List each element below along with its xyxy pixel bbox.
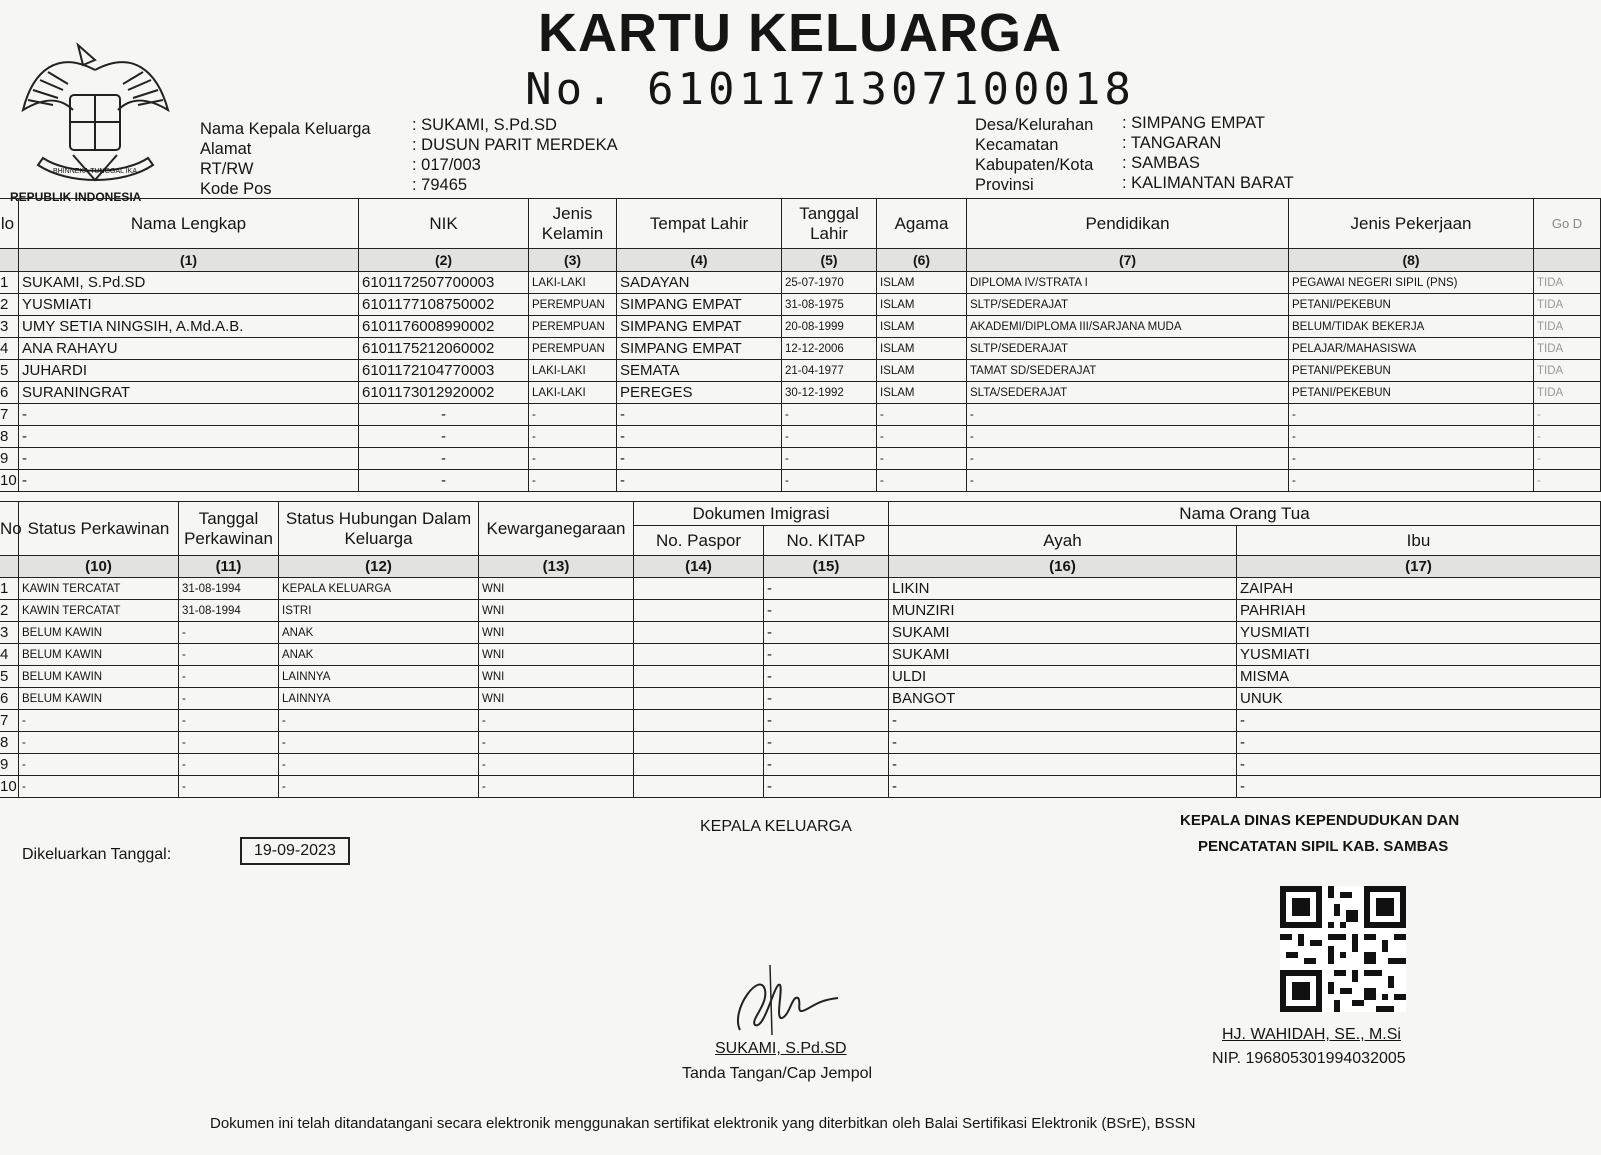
- table1-cell: DIPLOMA IV/STRATA I: [967, 272, 1289, 294]
- table2-cell: BANGOT: [889, 688, 1237, 710]
- table2-cell: -: [279, 754, 479, 776]
- emblem-motto: BHINNEKA TUNGGAL IKA: [52, 168, 138, 175]
- table1-cell: 6101175212060002: [359, 338, 529, 360]
- dinas-line2: PENCATATAN SIPIL KAB. SAMBAS: [1198, 838, 1449, 855]
- table1-cell: 6101172507700003: [359, 272, 529, 294]
- table1-colnum: (7): [967, 249, 1289, 272]
- table2-cell: 3: [0, 622, 19, 644]
- table1-cell: -: [19, 448, 359, 470]
- table1-colnum: [0, 249, 19, 272]
- table2-cell: SUKAMI: [889, 644, 1237, 666]
- header-right-values: [1122, 113, 1294, 193]
- table2-cell: BELUM KAWIN: [19, 688, 179, 710]
- table2-cell: -: [179, 644, 279, 666]
- family-members-table: [0, 198, 1601, 492]
- table1-cell: PEREMPUAN: [529, 316, 617, 338]
- table2-colnum: (10): [19, 556, 179, 578]
- table1-cell: -: [529, 426, 617, 448]
- table2-cell: -: [479, 776, 634, 798]
- table-row: [0, 448, 1601, 470]
- table-row: [0, 688, 1601, 710]
- table-row: [0, 644, 1601, 666]
- table1-cell: -: [359, 426, 529, 448]
- table2-colnum: (11): [179, 556, 279, 578]
- table2-cell: KAWIN TERCATAT: [19, 578, 179, 600]
- table1-cell: 31-08-1975: [782, 294, 877, 316]
- table2-cell: [634, 666, 764, 688]
- issued-date: 19-09-2023: [240, 837, 350, 865]
- table1-colnum: (4): [617, 249, 782, 272]
- table2-cell: [634, 710, 764, 732]
- table1-cell: -: [877, 448, 967, 470]
- table1-cell: PEGAWAI NEGERI SIPIL (PNS): [1289, 272, 1534, 294]
- table1-cell: 3: [0, 316, 19, 338]
- th-golongan-darah: Go D: [1534, 199, 1601, 249]
- table2-cell: -: [179, 710, 279, 732]
- table2-cell: ANAK: [279, 644, 479, 666]
- table2-cell: -: [889, 710, 1237, 732]
- th-tanggal-lahir: Tanggal Lahir: [782, 199, 877, 249]
- table-row: [0, 382, 1601, 404]
- header-right-labels: [975, 115, 1093, 195]
- table-row: [0, 294, 1601, 316]
- table1-cell: 2: [0, 294, 19, 316]
- table1-column-numbers: [0, 249, 1601, 272]
- table2-cell: SUKAMI: [889, 622, 1237, 644]
- table1-cell: SEMATA: [617, 360, 782, 382]
- table1-cell: 21-04-1977: [782, 360, 877, 382]
- table-row: [0, 776, 1601, 798]
- table2-cell: [634, 732, 764, 754]
- table2-cell: BELUM KAWIN: [19, 644, 179, 666]
- table2-cell: -: [764, 622, 889, 644]
- table2-cell: [634, 600, 764, 622]
- label-kecamatan: Kecamatan: [975, 136, 1059, 154]
- table2-cell: -: [479, 754, 634, 776]
- th-tanggal-perkawinan: Tanggal Perkawinan: [179, 502, 279, 556]
- table1-colnum: [1534, 249, 1601, 272]
- th-nama-lengkap: Nama Lengkap: [19, 199, 359, 249]
- table1-cell: -: [1289, 404, 1534, 426]
- table-row: [0, 754, 1601, 776]
- table1-cell: -: [19, 426, 359, 448]
- table2-colnum: (14): [634, 556, 764, 578]
- table2-cell: 7: [0, 710, 19, 732]
- th-dokumen-imigrasi: Dokumen Imigrasi: [634, 502, 889, 526]
- table2-cell: -: [764, 644, 889, 666]
- table1-cell: SLTP/SEDERAJAT: [967, 338, 1289, 360]
- table2-cell: KEPALA KELUARGA: [279, 578, 479, 600]
- table2-colnum: (17): [1237, 556, 1601, 578]
- signature-caption: Tanda Tangan/Cap Jempol: [682, 1065, 873, 1082]
- table2-cell: -: [764, 688, 889, 710]
- table1-cell: ISLAM: [877, 338, 967, 360]
- table2-cell: -: [1237, 732, 1601, 754]
- table1-cell: 6101176008990002: [359, 316, 529, 338]
- table2-cell: -: [19, 710, 179, 732]
- table-row: [0, 666, 1601, 688]
- table2-cell: WNI: [479, 688, 634, 710]
- table2-cell: -: [889, 754, 1237, 776]
- table2-cell: WNI: [479, 666, 634, 688]
- table2-cell: -: [179, 622, 279, 644]
- table2-cell: -: [179, 666, 279, 688]
- table1-cell: 10: [0, 470, 19, 492]
- table2-cell: -: [764, 754, 889, 776]
- table-row: [0, 272, 1601, 294]
- table1-cell: -: [529, 404, 617, 426]
- table1-cell: -: [1289, 426, 1534, 448]
- table2-cell: MUNZIRI: [889, 600, 1237, 622]
- table1-cell: BELUM/TIDAK BEKERJA: [1289, 316, 1534, 338]
- table1-cell: -: [1289, 448, 1534, 470]
- table2-cell: 31-08-1994: [179, 600, 279, 622]
- table1-cell: 5: [0, 360, 19, 382]
- table2-cell: 9: [0, 754, 19, 776]
- table1-cell: 1: [0, 272, 19, 294]
- table2-cell: KAWIN TERCATAT: [19, 600, 179, 622]
- table1-cell: ISLAM: [877, 360, 967, 382]
- table2-cell: PAHRIAH: [1237, 600, 1601, 622]
- label-kodepos: Kode Pos: [200, 180, 272, 198]
- table2-colnum: [0, 556, 19, 578]
- table1-cell: ISLAM: [877, 272, 967, 294]
- table2-cell: 4: [0, 644, 19, 666]
- table1-cell: -: [877, 470, 967, 492]
- th-nama-orang-tua: Nama Orang Tua: [889, 502, 1601, 526]
- table1-colnum: (8): [1289, 249, 1534, 272]
- table1-cell: 7: [0, 404, 19, 426]
- table1-cell: 8: [0, 426, 19, 448]
- table1-cell: 12-12-2006: [782, 338, 877, 360]
- value-kecamatan: : TANGARAN: [1122, 134, 1222, 152]
- table1-cell: -: [359, 470, 529, 492]
- table1-cell: -: [19, 470, 359, 492]
- table1-cell: TIDA: [1534, 360, 1601, 382]
- table1-cell: TIDA: [1534, 382, 1601, 404]
- header-left-values: [412, 115, 618, 195]
- table-row: [0, 600, 1601, 622]
- table1-cell: -: [877, 426, 967, 448]
- table1-cell: -: [967, 470, 1289, 492]
- value-rtrw: : 017/003: [412, 156, 481, 174]
- table1-cell: PETANI/PEKEBUN: [1289, 360, 1534, 382]
- table-row: [0, 316, 1601, 338]
- th-no-2: No: [0, 502, 19, 556]
- table2-cell: ULDI: [889, 666, 1237, 688]
- table2-cell: MISMA: [1237, 666, 1601, 688]
- table2-cell: [634, 754, 764, 776]
- table1-cell: 6101172104770003: [359, 360, 529, 382]
- bsre-note: Dokumen ini telah ditandatangani secara elektronik menggunakan sertifikat elektronik yang diterbitkan oleh Balai Sertifikasi Elektronik (BSrE), BSSN: [210, 1115, 1196, 1132]
- table1-cell: -: [782, 404, 877, 426]
- table1-cell: ISLAM: [877, 316, 967, 338]
- table2-cell: -: [764, 710, 889, 732]
- table1-cell: -: [782, 470, 877, 492]
- th-agama: Agama: [877, 199, 967, 249]
- table2-cell: -: [279, 776, 479, 798]
- label-rtrw: RT/RW: [200, 160, 254, 178]
- table1-cell: TIDA: [1534, 272, 1601, 294]
- table2-cell: WNI: [479, 622, 634, 644]
- dinas-line1: KEPALA DINAS KEPENDUDUKAN DAN: [1180, 812, 1460, 829]
- table2-cell: [634, 644, 764, 666]
- label-nama-kepala: Nama Kepala Keluarga: [200, 120, 371, 138]
- table2-cell: -: [764, 578, 889, 600]
- table1-cell: TIDA: [1534, 294, 1601, 316]
- republik-label: REPUBLIK INDONESIA: [10, 190, 142, 204]
- table2-cell: 1: [0, 578, 19, 600]
- qr-code-icon: [1280, 886, 1406, 1012]
- th-jenis-pekerjaan: Jenis Pekerjaan: [1289, 199, 1534, 249]
- table2-cell: 5: [0, 666, 19, 688]
- table2-cell: 10: [0, 776, 19, 798]
- table-row: [0, 360, 1601, 382]
- th-no-kitap: No. KITAP: [764, 526, 889, 556]
- table1-colnum: (1): [19, 249, 359, 272]
- th-tempat-lahir: Tempat Lahir: [617, 199, 782, 249]
- value-kabupaten: : SAMBAS: [1122, 154, 1200, 172]
- table1-cell: SURANINGRAT: [19, 382, 359, 404]
- table-row: [0, 338, 1601, 360]
- table2-cell: [634, 776, 764, 798]
- table2-cell: -: [764, 776, 889, 798]
- table2-cell: LIKIN: [889, 578, 1237, 600]
- value-desa: : SIMPANG EMPAT: [1122, 114, 1266, 132]
- th-no: lo: [0, 199, 19, 249]
- table1-cell: -: [529, 448, 617, 470]
- table1-cell: ISLAM: [877, 382, 967, 404]
- th-status-hubungan: Status Hubungan Dalam Keluarga: [279, 502, 479, 556]
- table2-cell: -: [1237, 710, 1601, 732]
- table1-cell: -: [617, 404, 782, 426]
- table1-cell: -: [782, 448, 877, 470]
- table-row: [0, 622, 1601, 644]
- header-left-labels: [200, 119, 371, 199]
- table2-cell: -: [479, 732, 634, 754]
- table1-cell: -: [967, 404, 1289, 426]
- table1-colnum: (6): [877, 249, 967, 272]
- table2-column-numbers: [0, 556, 1601, 578]
- table2-cell: YUSMIATI: [1237, 622, 1601, 644]
- table1-cell: 20-08-1999: [782, 316, 877, 338]
- issued-label: Dikeluarkan Tanggal:: [22, 846, 172, 863]
- table2-cell: -: [764, 666, 889, 688]
- table2-cell: BELUM KAWIN: [19, 622, 179, 644]
- table1-colnum: (2): [359, 249, 529, 272]
- table-row: [0, 710, 1601, 732]
- document-number: No. 6101171307100018: [525, 64, 1135, 115]
- table2-cell: 6: [0, 688, 19, 710]
- table1-cell: -: [617, 426, 782, 448]
- table2-cell: 2: [0, 600, 19, 622]
- table1-cell: PEREMPUAN: [529, 338, 617, 360]
- table2-cell: -: [179, 776, 279, 798]
- value-alamat: : DUSUN PARIT MERDEKA: [412, 136, 618, 154]
- table-row: [0, 404, 1601, 426]
- table1-cell: -: [1534, 448, 1601, 470]
- table2-cell: [634, 688, 764, 710]
- table2-cell: -: [19, 732, 179, 754]
- table2-cell: -: [764, 600, 889, 622]
- table2-cell: [634, 578, 764, 600]
- table2-colnum: (13): [479, 556, 634, 578]
- table1-cell: -: [782, 426, 877, 448]
- table1-cell: SLTP/SEDERAJAT: [967, 294, 1289, 316]
- table2-cell: YUSMIATI: [1237, 644, 1601, 666]
- table1-cell: -: [529, 470, 617, 492]
- table2-cell: ISTRI: [279, 600, 479, 622]
- table2-cell: -: [1237, 754, 1601, 776]
- kepala-keluarga-title: KEPALA KELUARGA: [700, 818, 852, 835]
- table1-cell: -: [359, 404, 529, 426]
- table1-cell: -: [359, 448, 529, 470]
- table1-cell: -: [1534, 426, 1601, 448]
- table1-cell: -: [1289, 470, 1534, 492]
- table2-cell: -: [1237, 776, 1601, 798]
- table2-cell: WNI: [479, 578, 634, 600]
- table2-cell: 31-08-1994: [179, 578, 279, 600]
- table1-cell: -: [877, 404, 967, 426]
- table2-cell: -: [19, 754, 179, 776]
- table1-cell: 30-12-1992: [782, 382, 877, 404]
- table2-colnum: (12): [279, 556, 479, 578]
- table1-cell: 6101173012920002: [359, 382, 529, 404]
- table-row: [0, 426, 1601, 448]
- table1-cell: TAMAT SD/SEDERAJAT: [967, 360, 1289, 382]
- th-nik: NIK: [359, 199, 529, 249]
- table1-cell: SIMPANG EMPAT: [617, 316, 782, 338]
- table1-cell: SUKAMI, S.Pd.SD: [19, 272, 359, 294]
- table1-cell: LAKI-LAKI: [529, 360, 617, 382]
- table1-cell: ANA RAHAYU: [19, 338, 359, 360]
- table1-cell: JUHARDI: [19, 360, 359, 382]
- table1-cell: 6: [0, 382, 19, 404]
- official-name: HJ. WAHIDAH, SE., M.Si: [1222, 1026, 1401, 1043]
- table-row: [0, 732, 1601, 754]
- table2-cell: [634, 622, 764, 644]
- th-no-paspor: No. Paspor: [634, 526, 764, 556]
- table2-cell: -: [279, 710, 479, 732]
- table2-cell: -: [279, 732, 479, 754]
- table1-cell: -: [617, 448, 782, 470]
- table2-cell: -: [19, 776, 179, 798]
- table1-cell: YUSMIATI: [19, 294, 359, 316]
- table1-cell: UMY SETIA NINGSIH, A.Md.A.B.: [19, 316, 359, 338]
- table1-colnum: (5): [782, 249, 877, 272]
- table2-cell: ANAK: [279, 622, 479, 644]
- table1-cell: -: [967, 448, 1289, 470]
- value-nama-kepala: : SUKAMI, S.Pd.SD: [412, 116, 557, 134]
- th-ayah: Ayah: [889, 526, 1237, 556]
- th-status-perkawinan: Status Perkawinan: [19, 502, 179, 556]
- official-nip: NIP. 196805301994032005: [1212, 1050, 1406, 1067]
- value-kodepos: : 79465: [412, 176, 468, 194]
- table1-cell: PELAJAR/MAHASISWA: [1289, 338, 1534, 360]
- table2-cell: -: [764, 732, 889, 754]
- table2-cell: -: [889, 732, 1237, 754]
- table2-colnum: (16): [889, 556, 1237, 578]
- table1-cell: AKADEMI/DIPLOMA III/SARJANA MUDA: [967, 316, 1289, 338]
- table1-cell: -: [1534, 470, 1601, 492]
- table2-cell: -: [889, 776, 1237, 798]
- table2-cell: -: [179, 688, 279, 710]
- table1-cell: PEREGES: [617, 382, 782, 404]
- table1-cell: -: [1534, 404, 1601, 426]
- family-status-table: [0, 501, 1601, 798]
- table1-cell: TIDA: [1534, 338, 1601, 360]
- table-row: [0, 470, 1601, 492]
- table1-cell: PEREMPUAN: [529, 294, 617, 316]
- th-jenis-kelamin: Jenis Kelamin: [529, 199, 617, 249]
- table2-cell: ZAIPAH: [1237, 578, 1601, 600]
- table2-colnum: (15): [764, 556, 889, 578]
- table1-cell: SIMPANG EMPAT: [617, 338, 782, 360]
- table1-cell: PETANI/PEKEBUN: [1289, 294, 1534, 316]
- th-pendidikan: Pendidikan: [967, 199, 1289, 249]
- table2-cell: UNUK: [1237, 688, 1601, 710]
- table2-cell: WNI: [479, 644, 634, 666]
- table2-cell: LAINNYA: [279, 688, 479, 710]
- table2-cell: 8: [0, 732, 19, 754]
- table1-cell: PETANI/PEKEBUN: [1289, 382, 1534, 404]
- table1-cell: SLTA/SEDERAJAT: [967, 382, 1289, 404]
- table1-cell: -: [967, 426, 1289, 448]
- label-desa: Desa/Kelurahan: [975, 116, 1094, 134]
- label-alamat: Alamat: [200, 140, 252, 158]
- garuda-emblem-icon: [18, 40, 173, 200]
- value-provinsi: : KALIMANTAN BARAT: [1122, 174, 1294, 192]
- table1-colnum: (3): [529, 249, 617, 272]
- kepala-keluarga-name: SUKAMI, S.Pd.SD: [715, 1040, 847, 1057]
- table2-cell: WNI: [479, 600, 634, 622]
- table1-cell: TIDA: [1534, 316, 1601, 338]
- table2-cell: LAINNYA: [279, 666, 479, 688]
- handwritten-signature-icon: [720, 960, 850, 1040]
- table1-cell: 4: [0, 338, 19, 360]
- table1-cell: -: [617, 470, 782, 492]
- table2-cell: BELUM KAWIN: [19, 666, 179, 688]
- table2-cell: -: [479, 710, 634, 732]
- label-kabupaten: Kabupaten/Kota: [975, 156, 1094, 174]
- table1-cell: ISLAM: [877, 294, 967, 316]
- table1-cell: 6101177108750002: [359, 294, 529, 316]
- document-title: KARTU KELUARGA: [538, 3, 1062, 63]
- table1-cell: -: [19, 404, 359, 426]
- table-row: [0, 578, 1601, 600]
- table2-cell: -: [179, 732, 279, 754]
- th-ibu: Ibu: [1237, 526, 1601, 556]
- table1-cell: LAKI-LAKI: [529, 382, 617, 404]
- table1-cell: LAKI-LAKI: [529, 272, 617, 294]
- table1-cell: SIMPANG EMPAT: [617, 294, 782, 316]
- label-provinsi: Provinsi: [975, 176, 1034, 194]
- th-kewarganegaraan: Kewarganegaraan: [479, 502, 634, 556]
- table1-cell: 9: [0, 448, 19, 470]
- table1-cell: 25-07-1970: [782, 272, 877, 294]
- table2-cell: -: [179, 754, 279, 776]
- table1-cell: SADAYAN: [617, 272, 782, 294]
